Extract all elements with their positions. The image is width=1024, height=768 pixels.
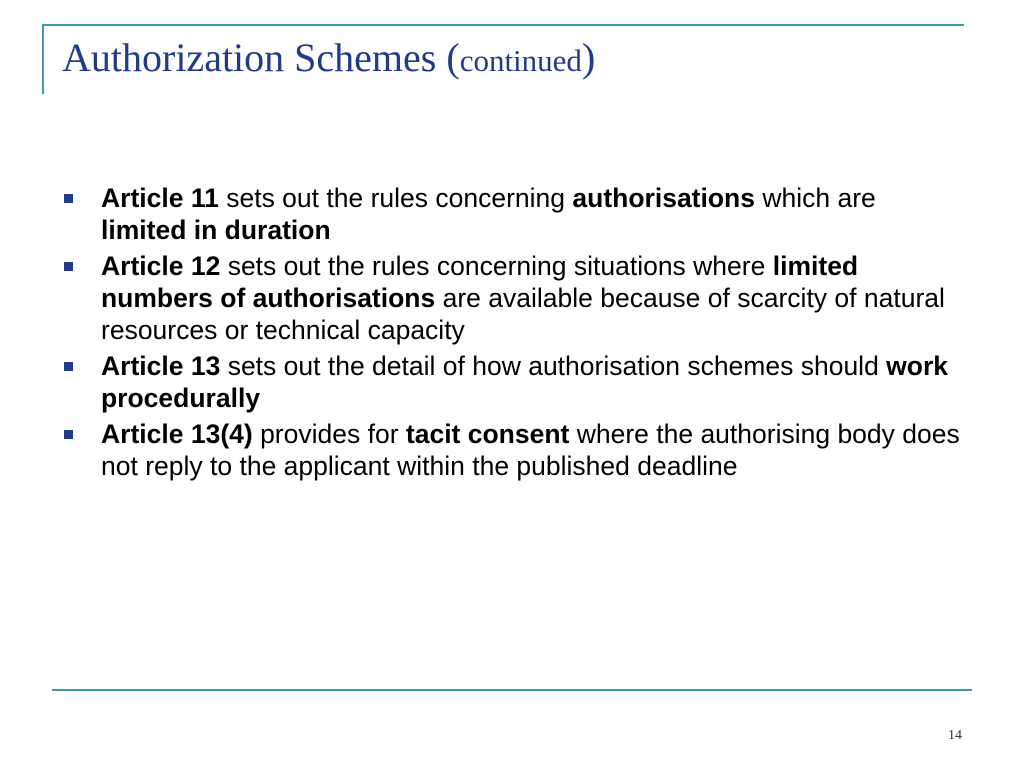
bullet-bold-text: Article 13(4) (101, 419, 253, 449)
bullet-text: provides for (252, 419, 406, 449)
footer-divider (52, 689, 972, 691)
bullet-list (62, 182, 962, 486)
bullet-text: where the authorising body does not reply to the applicant within the published deadline (101, 419, 960, 481)
bullet-text: sets out the rules concerning (218, 183, 573, 213)
square-bullet-icon (64, 362, 73, 371)
bullet-item (62, 350, 962, 414)
bullet-item (62, 250, 962, 346)
title-bracket-vertical (42, 24, 44, 94)
bullet-text: sets out the detail of how authorisation schemes should (220, 351, 887, 381)
square-bullet-icon (64, 194, 73, 203)
bullet-bold-text: limited in duration (101, 215, 331, 245)
bullet-bold-text: Article 11 (101, 183, 219, 213)
square-bullet-icon (64, 262, 73, 271)
bullet-item (62, 418, 962, 482)
slide-title (62, 36, 595, 80)
bullet-bold-text: tacit consent (405, 419, 570, 449)
bullet-bold-text: Article 12 (101, 251, 221, 281)
title-close: ) (581, 35, 596, 80)
bullet-text: are available because of scarcity of natural resources or technical capacity (101, 283, 945, 345)
bullet-bold-text: work procedurally (101, 351, 949, 413)
bullet-item (62, 182, 962, 246)
bullet-text: which are (754, 183, 876, 213)
square-bullet-icon (64, 430, 73, 439)
bullet-bold-text: limited numbers of authorisations (101, 251, 859, 313)
bullet-bold-text: authorisations (572, 183, 755, 213)
bullet-text: sets out the rules concerning situations where (220, 251, 773, 281)
title-bracket-horizontal (42, 24, 964, 26)
title-sub: continued (459, 43, 582, 78)
page-number: 14 (948, 728, 962, 743)
title-main: Authorization Schemes ( (62, 35, 460, 80)
bullet-bold-text: Article 13 (101, 351, 221, 381)
